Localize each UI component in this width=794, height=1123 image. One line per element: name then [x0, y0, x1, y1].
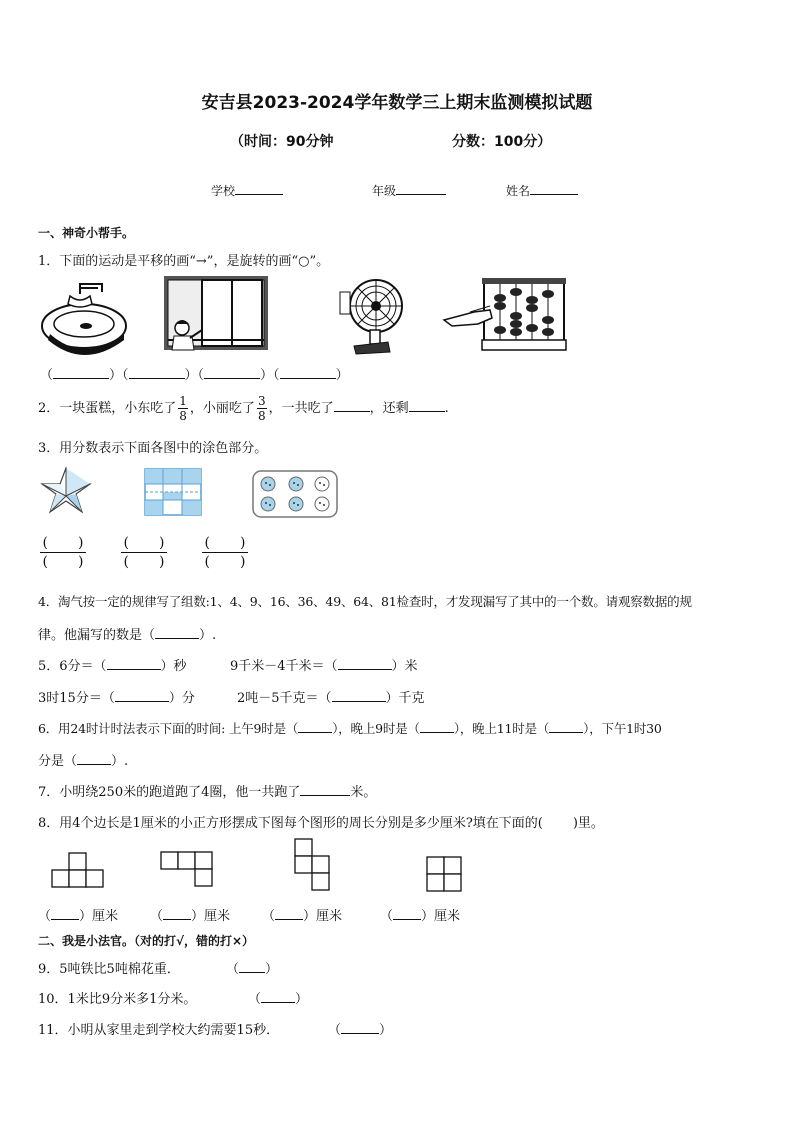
- q9-blank[interactable]: [239, 960, 265, 973]
- q6-blank-4[interactable]: [77, 752, 111, 765]
- square-shape-1: [52, 852, 106, 888]
- q2-fraction-2: $\frac{3}{8}$: [257, 394, 266, 423]
- q5-part-d: 2吨－5千克＝（ ）千克: [237, 691, 425, 706]
- q5-blank-d[interactable]: [332, 689, 386, 702]
- grade-field: [372, 182, 446, 199]
- q1-answer-row: （ ）（ ）（ ）（ ）: [40, 368, 349, 383]
- name-field: [506, 182, 578, 199]
- grid-rectangle-picture: [144, 468, 202, 516]
- square-shape-2: [160, 851, 214, 887]
- q6-blank-2[interactable]: [420, 720, 454, 733]
- q2-text: 2．一块蛋糕，小东吃了 $\frac{1}{8}$ ，小丽吃了 $\frac{3}{8}$ ，一共吃了 ，还剩 .: [38, 394, 449, 423]
- q3-fraction-blank-1[interactable]: ( ) ( ): [40, 534, 86, 571]
- q5-part-a: 5．6分＝（ ）秒: [38, 659, 187, 674]
- name-blank[interactable]: [530, 182, 578, 195]
- q8-answer-4: （ ）厘米: [380, 909, 461, 924]
- strawberry-tray-picture: [252, 470, 338, 518]
- q1-blank-1[interactable]: [53, 366, 109, 379]
- q5-blank-a[interactable]: [107, 657, 161, 670]
- q11-blank[interactable]: [341, 1021, 379, 1034]
- q1-blank-3[interactable]: [204, 366, 260, 379]
- abacus-picture: [444, 276, 570, 354]
- grade-blank[interactable]: [396, 182, 446, 195]
- q3-text: 3．用分数表示下面各图中的涂色部分。: [38, 441, 268, 456]
- square-shape-4: [426, 856, 464, 892]
- q1-blank-2[interactable]: [129, 366, 185, 379]
- q8-blank-3[interactable]: [275, 907, 303, 920]
- q6-line-1: 6．用24时计时法表示下面的时间: 上午9时是（ ），晚上9时是（ ），晚上11时是（ ），下午1时30: [38, 721, 662, 736]
- q8-answer-1: （ ）厘米: [38, 909, 119, 924]
- section-2-heading: 二、我是小法官。（对的打√，错的打×）: [38, 934, 255, 948]
- q4-line-1: 4．淘气按一定的规律写了组数:1、4、9、16、36、49、64、81检查时，才发现漏写了其中的一个数。请观察数据的规: [38, 594, 692, 609]
- q8-blank-2[interactable]: [163, 907, 191, 920]
- q8-answer-3: （ ）厘米: [262, 909, 343, 924]
- page-title: 安吉县2023-2024学年数学三上期末监测模拟试题: [201, 93, 593, 113]
- q6-line-2: 分是（ ）.: [38, 754, 129, 769]
- q11-answer: （ ）: [328, 1023, 393, 1038]
- q6-blank-3[interactable]: [549, 720, 583, 733]
- school-label: 学校: [211, 184, 236, 198]
- q10-answer: （ ）: [248, 992, 309, 1007]
- star-picture: [40, 466, 94, 516]
- q8-blank-4[interactable]: [393, 907, 421, 920]
- section-1-heading: 一、神奇小帮手。: [38, 226, 135, 240]
- name-label: 姓名: [506, 184, 531, 198]
- q9-answer: （ ）: [226, 962, 279, 977]
- q2-blank-eaten[interactable]: [334, 399, 370, 412]
- q1-text: 1．下面的运动是平移的画“→”，是旋转的画“○”。: [38, 254, 330, 269]
- electric-fan-picture: [338, 278, 408, 356]
- q6-blank-1[interactable]: [298, 720, 332, 733]
- q8-text: 8．用4个边长是1厘米的小正方形摆成下图每个图形的周长分别是多少厘米?填在下面的( )里。: [38, 816, 604, 831]
- school-blank[interactable]: [235, 182, 283, 195]
- q10-text: 10．1米比9分米多1分米。: [38, 992, 197, 1007]
- q5-blank-b[interactable]: [338, 657, 392, 670]
- score-label: 分数：100分）: [452, 134, 552, 150]
- q4-line-2: 律。他漏写的数是（ ）.: [38, 628, 217, 643]
- q3-fraction-blank-3[interactable]: ( ) ( ): [202, 534, 248, 571]
- q11-text: 11．小明从家里走到学校大约需要15秒．: [38, 1023, 280, 1038]
- q5-part-c: 3时15分＝（ ）分: [38, 691, 195, 706]
- q8-answer-2: （ ）厘米: [150, 909, 231, 924]
- grade-label: 年级: [372, 184, 397, 198]
- q9-text: 9．5吨铁比5吨棉花重．: [38, 962, 180, 977]
- q8-blank-1[interactable]: [51, 907, 79, 920]
- q1-blank-4[interactable]: [280, 366, 336, 379]
- sliding-window-picture: [164, 276, 270, 352]
- q7-blank[interactable]: [300, 783, 350, 796]
- faucet-basin-picture: [40, 274, 130, 354]
- q2-blank-left[interactable]: [409, 399, 445, 412]
- q5-part-b: 9千米－4千米＝（ ）米: [230, 659, 418, 674]
- q5-blank-c[interactable]: [115, 689, 169, 702]
- q4-blank[interactable]: [155, 626, 199, 639]
- school-field: [211, 182, 283, 199]
- square-shape-3: [294, 838, 332, 892]
- q2-fraction-1: $\frac{1}{8}$: [179, 394, 187, 423]
- time-label: （时间：90分钟: [230, 134, 334, 150]
- q3-fraction-blank-2[interactable]: ( ) ( ): [121, 534, 167, 571]
- q10-blank[interactable]: [261, 990, 295, 1003]
- q7-text: 7．小明绕250米的跑道跑了4圈，他一共跑了 米。: [38, 785, 377, 800]
